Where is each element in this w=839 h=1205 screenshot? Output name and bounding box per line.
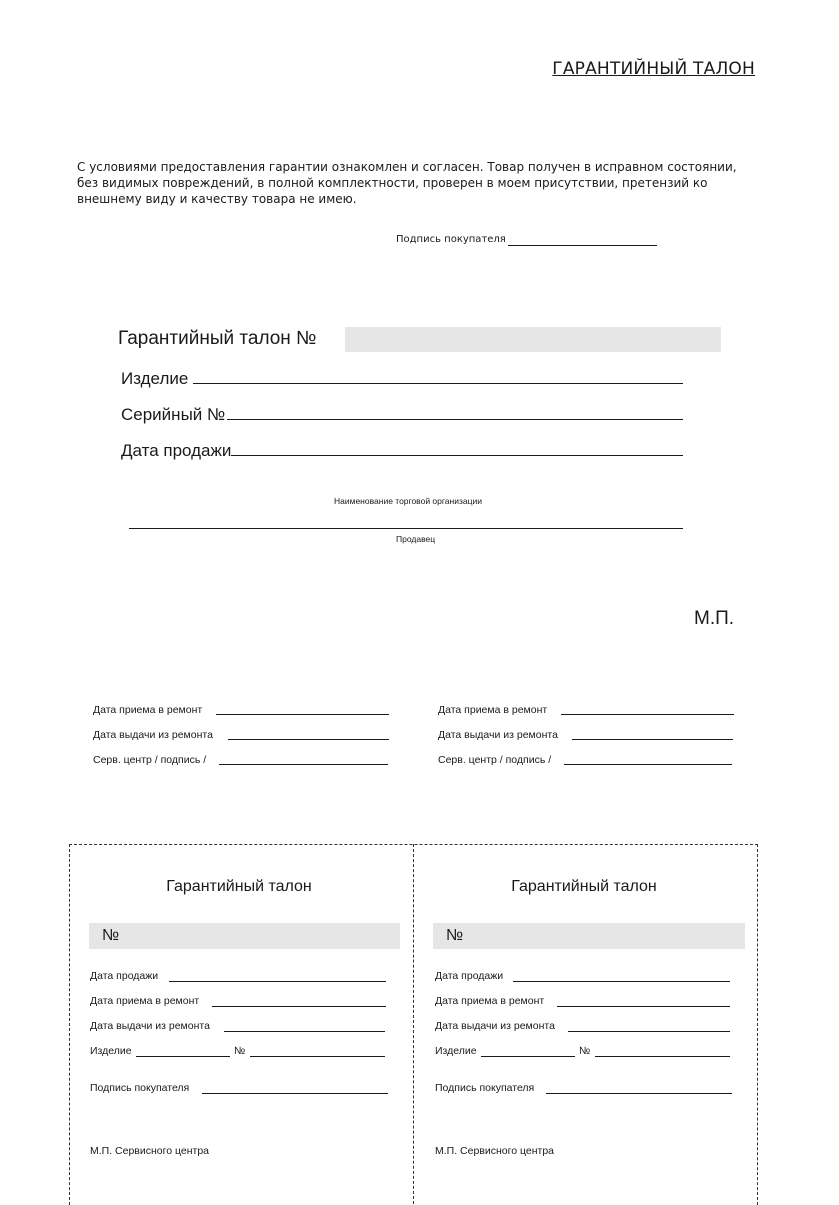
coupon-sale-date-field[interactable] bbox=[169, 981, 386, 982]
coupon-buyer-signature-label: Подпись покупателя bbox=[435, 1082, 535, 1094]
coupon-stamp-label: М.П. Сервисного центра bbox=[435, 1145, 555, 1157]
coupon-number-short-field[interactable] bbox=[250, 1056, 385, 1057]
coupon-number-field[interactable] bbox=[89, 923, 400, 949]
trade-org-label: Наименование торговой организации bbox=[334, 496, 482, 506]
sale-date-label: Дата продажи bbox=[121, 441, 232, 460]
product-label: Изделие bbox=[121, 369, 189, 388]
repair-issued-field[interactable] bbox=[572, 739, 733, 740]
coupon-product-field[interactable] bbox=[136, 1056, 230, 1057]
serial-label: Серийный № bbox=[121, 405, 226, 424]
coupon-issued-field[interactable] bbox=[568, 1031, 730, 1032]
coupon-title: Гарантийный талон bbox=[166, 878, 312, 895]
coupon-issued-label: Дата выдачи из ремонта bbox=[435, 1020, 555, 1032]
coupon-number-field[interactable] bbox=[433, 923, 745, 949]
stamp-label: М.П. bbox=[694, 608, 735, 629]
coupon-number-short-label: № bbox=[234, 1045, 246, 1057]
coupon-received-field[interactable] bbox=[557, 1006, 730, 1007]
coupon-sale-date-field[interactable] bbox=[513, 981, 730, 982]
document-title: ГАРАНТИЙНЫЙ ТАЛОН bbox=[552, 59, 755, 79]
sale-date-field[interactable] bbox=[231, 455, 683, 456]
coupon-number-label: № bbox=[446, 927, 464, 944]
intro-paragraph: С условиями предоставления гарантии ознакомлен и согласен. Товар получен в исправном состоянии, без видимых повреждений, в полной комплектности, проверен в моем присутствии, претензий ко внешнему виду и качеству товара не имею. bbox=[77, 160, 737, 206]
repair-received-label: Дата приема в ремонт bbox=[93, 704, 203, 716]
repair-issued-field[interactable] bbox=[228, 739, 389, 740]
coupon-buyer-signature-field[interactable] bbox=[546, 1093, 732, 1094]
repair-issued-label: Дата выдачи из ремонта bbox=[93, 729, 213, 741]
warranty-number-field[interactable] bbox=[345, 327, 721, 352]
coupon-buyer-signature-field[interactable] bbox=[202, 1093, 388, 1094]
product-field[interactable] bbox=[193, 383, 683, 384]
coupon-product-label: Изделие bbox=[435, 1045, 477, 1057]
repair-service-label: Серв. центр / подпись / bbox=[438, 754, 552, 766]
coupon-issued-label: Дата выдачи из ремонта bbox=[90, 1020, 210, 1032]
repair-received-field[interactable] bbox=[216, 714, 389, 715]
coupon-received-label: Дата приема в ремонт bbox=[435, 995, 545, 1007]
repair-issued-label: Дата выдачи из ремонта bbox=[438, 729, 558, 741]
coupon-received-field[interactable] bbox=[212, 1006, 386, 1007]
serial-field[interactable] bbox=[227, 419, 683, 420]
repair-received-field[interactable] bbox=[561, 714, 734, 715]
repair-service-label: Серв. центр / подпись / bbox=[93, 754, 207, 766]
coupon-stamp-label: М.П. Сервисного центра bbox=[90, 1145, 210, 1157]
coupon-number-short-field[interactable] bbox=[595, 1056, 730, 1057]
coupon-number-label: № bbox=[102, 927, 120, 944]
coupon-received-label: Дата приема в ремонт bbox=[90, 995, 200, 1007]
coupon-product-field[interactable] bbox=[481, 1056, 575, 1057]
repair-received-label: Дата приема в ремонт bbox=[438, 704, 548, 716]
warranty-number-label: Гарантийный талон № bbox=[118, 328, 317, 349]
coupon-buyer-signature-label: Подпись покупателя bbox=[90, 1082, 190, 1094]
coupon-sale-date-label: Дата продажи bbox=[90, 970, 159, 982]
seller-field[interactable] bbox=[129, 528, 683, 529]
coupon-sale-date-label: Дата продажи bbox=[435, 970, 504, 982]
seller-label: Продавец bbox=[396, 534, 436, 544]
coupon-issued-field[interactable] bbox=[224, 1031, 385, 1032]
buyer-signature-line[interactable] bbox=[508, 245, 657, 246]
repair-service-field[interactable] bbox=[219, 764, 388, 765]
repair-service-field[interactable] bbox=[564, 764, 732, 765]
coupon-product-label: Изделие bbox=[90, 1045, 132, 1057]
coupon-cut-divider bbox=[413, 844, 414, 1204]
buyer-signature-label: Подпись покупателя bbox=[396, 234, 506, 245]
coupon-title: Гарантийный талон bbox=[511, 878, 657, 895]
coupon-number-short-label: № bbox=[579, 1045, 591, 1057]
